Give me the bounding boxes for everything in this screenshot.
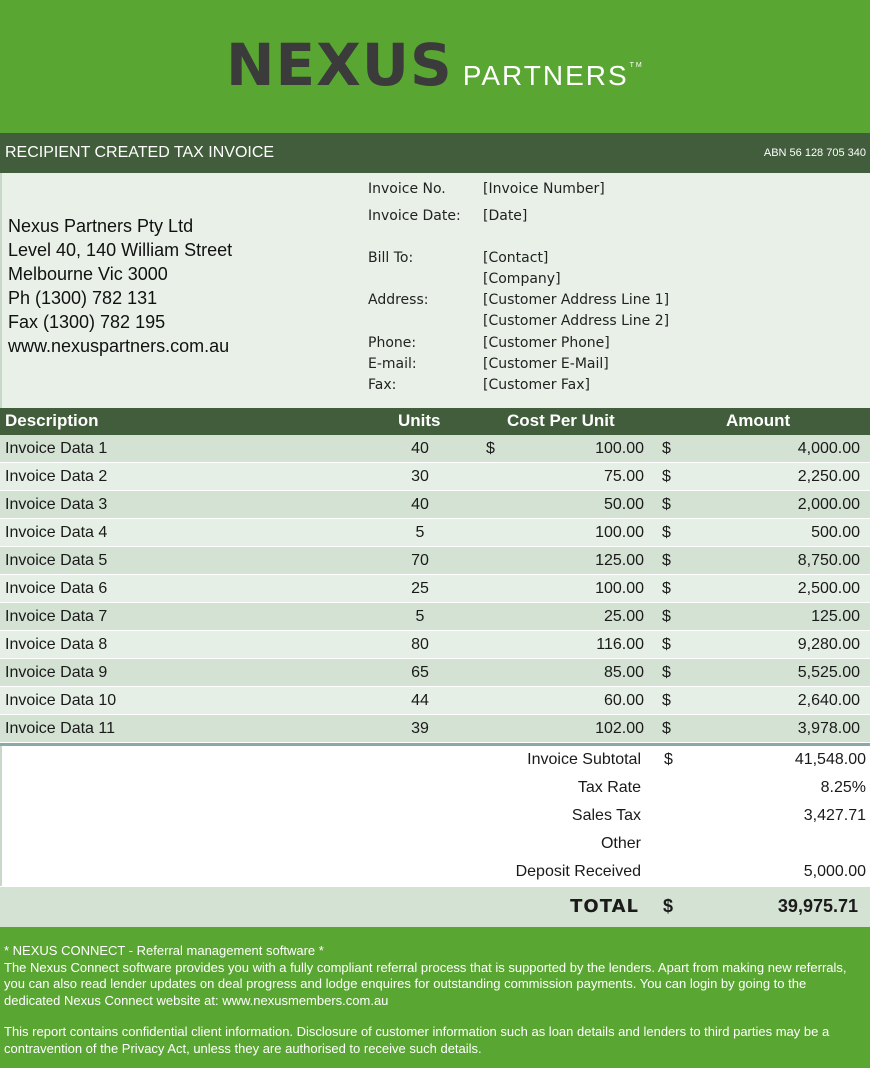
row-amount-currency: $ <box>662 524 671 541</box>
info-section <box>0 173 870 408</box>
table-row <box>0 575 870 603</box>
row-amount: 5,525.00 <box>797 664 860 681</box>
bill-to-company: [Company] <box>483 271 561 287</box>
table-row <box>0 547 870 575</box>
row-amount: 2,500.00 <box>797 580 860 597</box>
row-description: Invoice Data 2 <box>5 468 108 485</box>
sales-tax-row <box>0 802 870 830</box>
other-label: Other <box>600 835 641 852</box>
row-description: Invoice Data 11 <box>5 720 115 737</box>
deposit-row <box>0 858 870 886</box>
deposit-label: Deposit Received <box>515 863 641 880</box>
row-units: 30 <box>411 468 429 485</box>
table-header <box>0 408 870 435</box>
other-row <box>0 830 870 858</box>
table-row <box>0 687 870 715</box>
header-description: Description <box>5 411 99 430</box>
tax-rate-row <box>0 774 870 802</box>
row-units: 65 <box>411 664 429 681</box>
row-cost: 100.00 <box>595 524 644 541</box>
company-website: www.nexuspartners.com.au <box>8 336 230 356</box>
footer-heading: * NEXUS CONNECT - Referral management software * <box>4 943 324 958</box>
row-amount: 4,000.00 <box>797 440 860 457</box>
row-cost: 85.00 <box>603 664 644 681</box>
sales-tax-value: 3,427.71 <box>803 807 866 824</box>
table-row <box>0 519 870 547</box>
row-amount: 9,280.00 <box>797 636 860 653</box>
row-cost: 100.00 <box>595 580 644 597</box>
row-amount-currency: $ <box>662 692 671 709</box>
row-units: 40 <box>411 496 429 513</box>
subtotal-label: Invoice Subtotal <box>527 751 641 768</box>
tax-rate-label: Tax Rate <box>577 779 641 796</box>
row-amount: 8,750.00 <box>797 552 860 569</box>
logo-main-text: NEXUS <box>226 31 453 99</box>
row-description: Invoice Data 6 <box>5 580 108 597</box>
bill-to-label: Bill To: <box>368 250 414 266</box>
table-row <box>0 631 870 659</box>
row-description: Invoice Data 1 <box>5 440 108 457</box>
row-amount-currency: $ <box>662 468 671 485</box>
table-row <box>0 463 870 491</box>
header-units: Units <box>398 411 441 430</box>
logo-sub-text <box>463 62 644 90</box>
company-address-line1: Level 40, 140 William Street <box>8 240 233 260</box>
row-amount-currency: $ <box>662 440 671 457</box>
logo-trademark: TM <box>629 62 644 69</box>
company-phone: Ph (1300) 782 131 <box>8 288 158 308</box>
address-label: Address: <box>368 292 429 308</box>
subtotal-row <box>0 746 870 774</box>
fax-value: [Customer Fax] <box>483 377 591 393</box>
total-value: 39,975.71 <box>777 896 858 916</box>
row-units: 44 <box>411 692 429 709</box>
row-cost: 125.00 <box>595 552 644 569</box>
row-amount: 3,978.00 <box>797 720 860 737</box>
logo-partners: PARTNERS <box>462 60 629 91</box>
row-amount: 500.00 <box>811 524 860 541</box>
row-description: Invoice Data 7 <box>5 608 108 625</box>
row-amount-currency: $ <box>662 552 671 569</box>
row-units: 70 <box>411 552 429 569</box>
row-cost: 100.00 <box>595 440 644 457</box>
address-line1: [Customer Address Line 1] <box>483 292 670 308</box>
row-cost: 50.00 <box>603 496 644 513</box>
company-fax: Fax (1300) 782 195 <box>8 312 166 332</box>
row-cost: 60.00 <box>603 692 644 709</box>
total-currency: $ <box>663 896 674 916</box>
subtotal-value: 41,548.00 <box>794 751 866 768</box>
row-amount-currency: $ <box>662 580 671 597</box>
address-line2: [Customer Address Line 2] <box>483 313 670 329</box>
phone-value: [Customer Phone] <box>483 335 610 351</box>
row-description: Invoice Data 10 <box>5 692 117 709</box>
row-amount-currency: $ <box>662 496 671 513</box>
row-description: Invoice Data 4 <box>5 524 108 541</box>
row-amount-currency: $ <box>662 720 671 737</box>
sales-tax-label: Sales Tax <box>571 807 641 824</box>
phone-label: Phone: <box>368 335 417 351</box>
row-units: 25 <box>411 580 429 597</box>
footer <box>0 927 870 1068</box>
row-amount-currency: $ <box>662 636 671 653</box>
abn-number: ABN 56 128 705 340 <box>763 147 866 159</box>
row-units: 5 <box>415 608 425 625</box>
document-title: RECIPIENT CREATED TAX INVOICE <box>5 144 275 161</box>
tax-rate-value: 8.25% <box>820 779 866 796</box>
row-description: Invoice Data 8 <box>5 636 108 653</box>
row-description: Invoice Data 5 <box>5 552 108 569</box>
table-row <box>0 491 870 519</box>
table-row <box>0 659 870 687</box>
row-cost: 116.00 <box>596 636 644 653</box>
title-bar <box>0 133 870 173</box>
row-description: Invoice Data 3 <box>5 496 108 513</box>
company-name: Nexus Partners Pty Ltd <box>8 216 194 236</box>
row-cost: 75.00 <box>603 468 644 485</box>
row-units: 5 <box>415 524 425 541</box>
footer-paragraph: The Nexus Connect software provides you with a fully compliant referral process that is supported by the lenders. Apart from making new referrals, you can also read lender updates on deal progress and lodge enquires for outstanding commission payments. You can login by going to the dedicated Nexus Connect website at: www.nexusmembers.com.au <box>4 959 847 1008</box>
company-details <box>8 214 232 358</box>
row-units: 80 <box>411 636 429 653</box>
header-cost: Cost Per Unit <box>507 411 615 430</box>
row-amount: 2,640.00 <box>797 692 860 709</box>
row-units: 40 <box>411 440 429 457</box>
row-amount-currency: $ <box>662 608 671 625</box>
invoice-date-label: Invoice Date: <box>368 208 461 224</box>
subtotal-currency: $ <box>664 751 673 768</box>
table-row <box>0 715 870 743</box>
table-row <box>0 435 870 463</box>
invoice-no-label: Invoice No. <box>368 181 446 197</box>
invoice-date-value: [Date] <box>483 208 528 224</box>
row-amount: 125.00 <box>811 608 860 625</box>
deposit-value: 5,000.00 <box>803 863 866 880</box>
company-logo <box>226 31 644 99</box>
table-row <box>0 603 870 631</box>
row-cost: 25.00 <box>603 608 644 625</box>
totals-section <box>0 746 870 886</box>
bill-to-contact: [Contact] <box>483 250 549 266</box>
header-amount: Amount <box>726 411 791 430</box>
row-amount: 2,250.00 <box>797 468 860 485</box>
footer-connect-info <box>4 943 866 1009</box>
line-items <box>0 435 870 743</box>
email-value: [Customer E-Mail] <box>483 356 609 372</box>
company-address-line2: Melbourne Vic 3000 <box>8 264 168 284</box>
row-amount-currency: $ <box>662 664 671 681</box>
row-amount: 2,000.00 <box>797 496 860 513</box>
footer-confidentiality: This report contains confidential client information. Disclosure of customer information such as loan details and lenders to third parties may be a contravention of the Privacy Act, unless they are authorised to receive such details. <box>4 1024 830 1056</box>
row-cost-currency: $ <box>486 440 495 457</box>
row-cost: 102.00 <box>595 720 644 737</box>
invoice-no-value: [Invoice Number] <box>483 181 605 197</box>
grand-total-row <box>0 887 870 927</box>
header-banner <box>0 0 870 133</box>
email-label: E-mail: <box>368 356 417 372</box>
row-units: 39 <box>411 720 429 737</box>
fax-label: Fax: <box>368 377 397 393</box>
total-label: TOTAL <box>570 896 639 917</box>
row-description: Invoice Data 9 <box>5 664 108 681</box>
